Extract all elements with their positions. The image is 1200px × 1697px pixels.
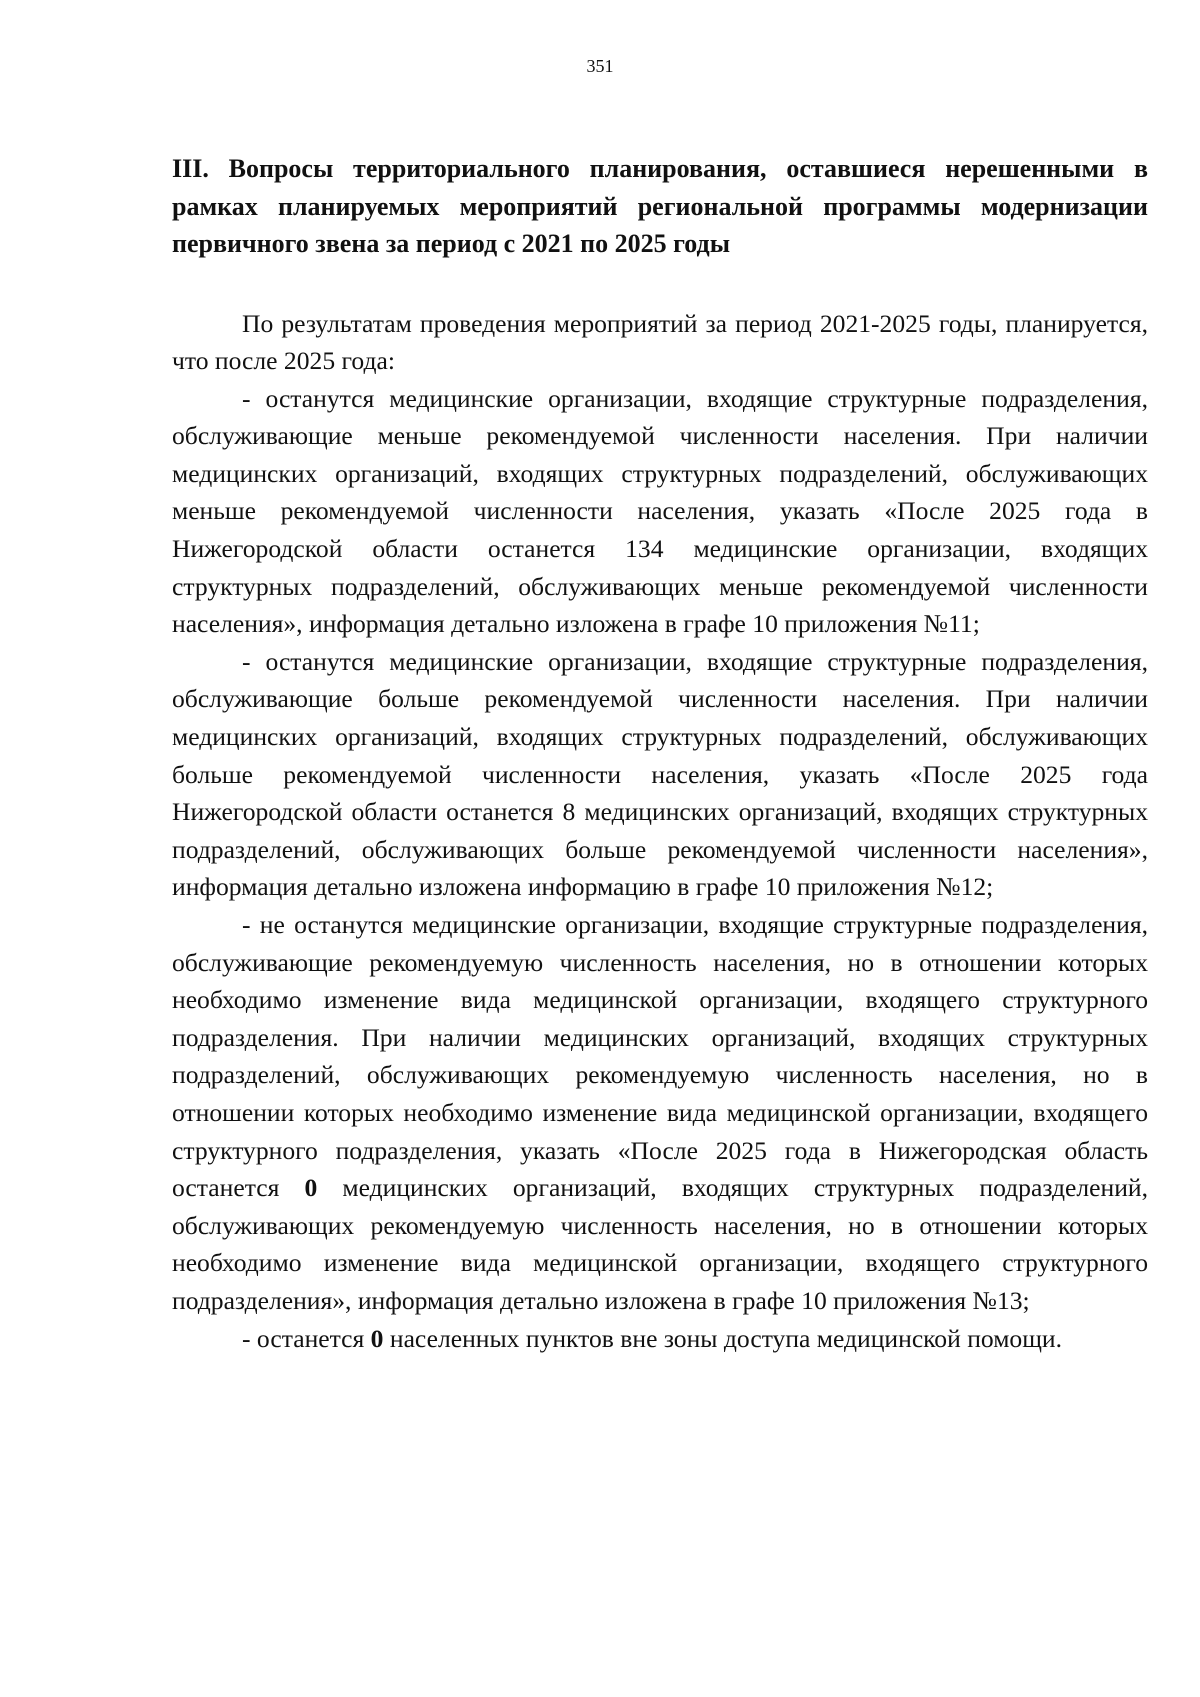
item3-count: 0 <box>304 1173 318 1203</box>
item4-text-before: - останется <box>242 1323 371 1353</box>
section-title: III. Вопросы территориального планирования, оставшиеся нерешенными в рамках планируемых мероприятий региональной программы модернизации первичного звена за период с 2021 по 2025 годы <box>172 154 1148 258</box>
item4-count: 0 <box>370 1323 384 1353</box>
item4-text-after: населенных пунктов вне зоны доступа медицинской помощи. <box>383 1323 1063 1353</box>
intro-paragraph: По результатам проведения мероприятий за период 2021-2025 годы, планируется, что после 2025 года: <box>172 308 1148 376</box>
list-item-fewer-population: - останутся медицинские организации, входящие структурные подразделения, обслуживающие меньше рекомендуемой численности населения. При наличии медицинских организаций, входящих структурных подразделений, обслуживающих меньше рекомендуемой численности населения, указать «После 2025 года в Нижегородской области останется 134 медицинские организации, входящих структурных подразделений, обслуживающих меньше рекомендуемой численности населения», информация детально изложена в графе 10 приложения №11; <box>172 383 1148 639</box>
page-number: 351 <box>586 56 614 76</box>
document-body <box>172 150 1148 1357</box>
item3-text-after: медицинских организаций, входящих структурных подразделений, обслуживающих рекомендуемую численность населения, но в отношении которых необходимо изменение вида медицинской организации, входящего структурного подразделения», информация детально изложена в графе 10 приложения №13; <box>172 1173 1148 1315</box>
list-item-no-access <box>242 1320 1148 1358</box>
item3-text-before: - не останутся медицинские организации, входящие структурные подразделения, обслуживающие рекомендуемую численность населения, но в отношении которых необходимо изменение вида медицинской организации, входящего структурного подразделения. При наличии медицинских организаций, входящих структурных подразделений, обслуживающих рекомендуемую численность населения, но в отношении которых необходимо изменение вида медицинской организации, входящего структурного подразделения, указать «После 2025 года в Нижегородская область останется <box>172 910 1148 1203</box>
list-item-more-population: - останутся медицинские организации, входящие структурные подразделения, обслуживающие больше рекомендуемой численности населения. При наличии медицинских организаций, входящих структурных подразделений, обслуживающих больше рекомендуемой численности населения, указать «После 2025 года Нижегородской области останется 8 медицинских организаций, входящих структурных подразделений, обслуживающих больше рекомендуемой численности населения», информация детально изложена информацию в графе 10 приложения №12; <box>172 646 1148 902</box>
list-item-type-change <box>172 906 1148 1320</box>
